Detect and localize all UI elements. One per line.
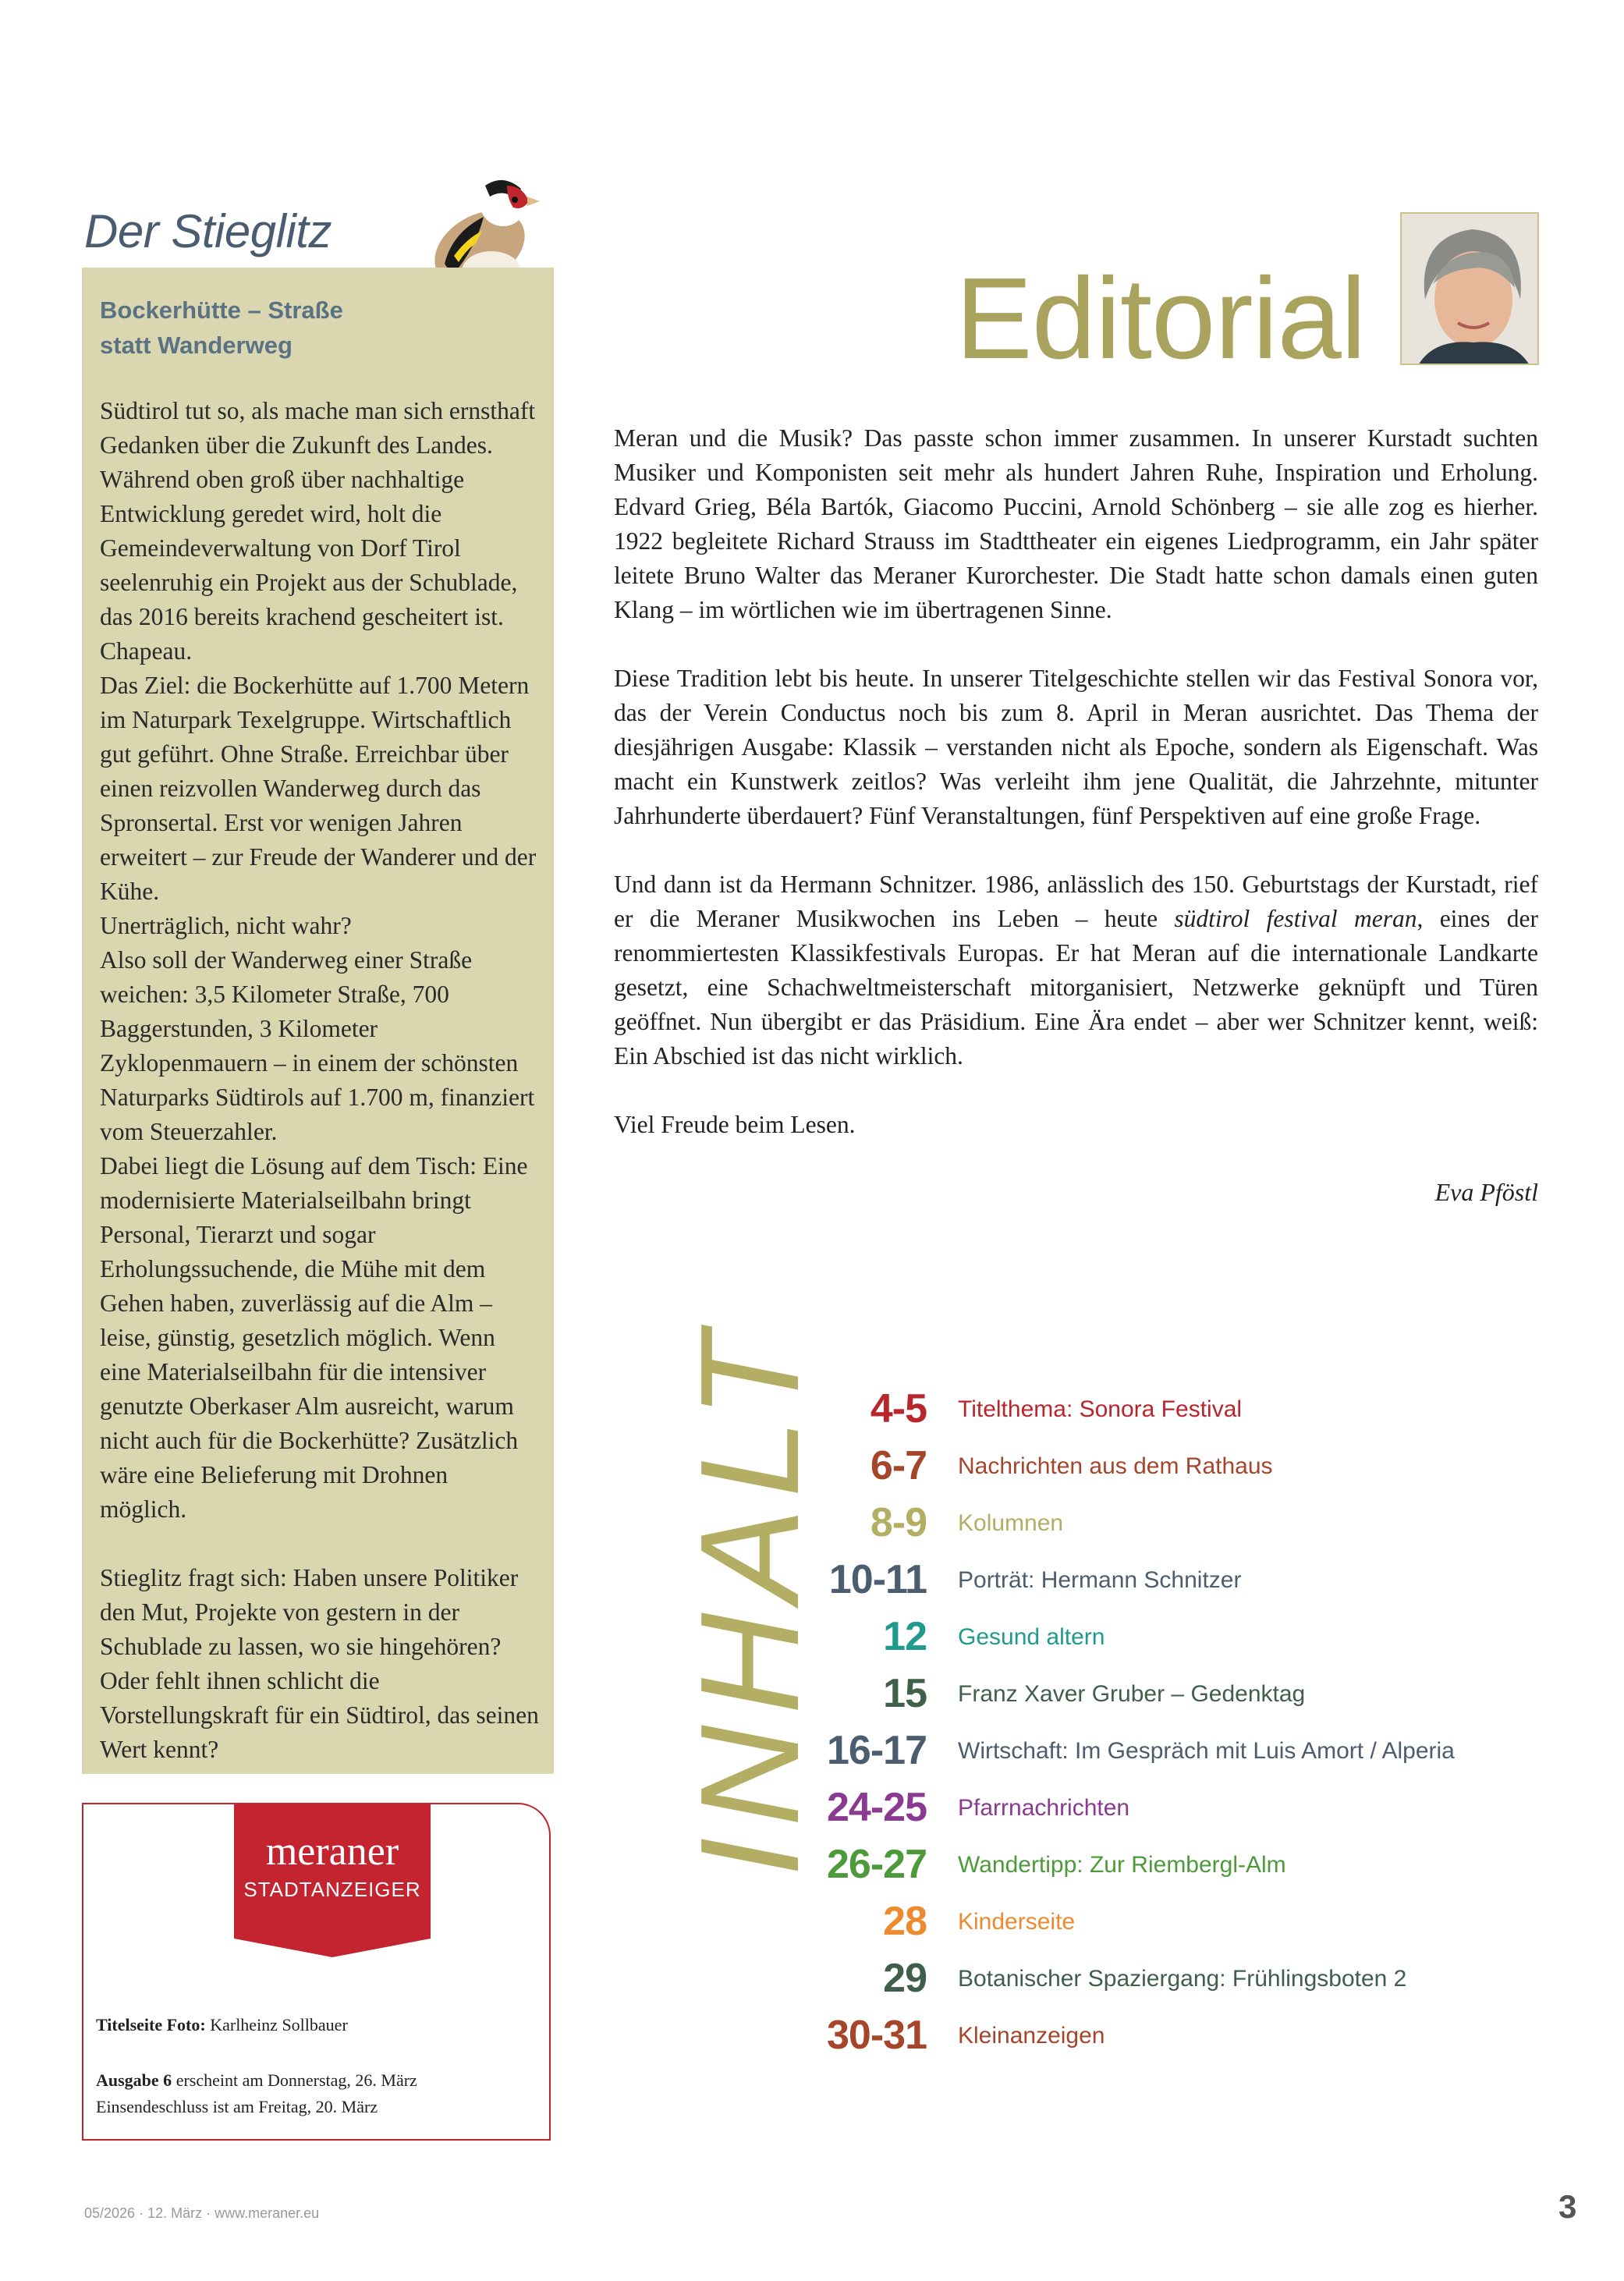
editorial-text: Und dann ist da Hermann Schnitzer. 1986, anlässlich des 150. Geburtstags der Kurstadt, rief er die Meraner Musikwochen ins Leben – heute <box>614 871 1538 932</box>
toc-page-number: 24-25 <box>827 1785 927 1830</box>
logo-wordmark: meraner <box>265 1829 399 1874</box>
toc-row[interactable] <box>764 1552 1544 1609</box>
sidebar-paragraph: Das Ziel: die Bockerhütte auf 1.700 Metern im Naturpark Texelgruppe. Wirtschaftlich gut geführt. Ohne Straße. Erreichbar über einen reizvollen Wanderweg durch das Spronsertal. Erst vor wenigen Jahren erweitert – zur Freude der Wanderer und der Kühe. <box>100 672 537 905</box>
sidebar-paragraph: Also soll der Wanderweg einer Straße weichen: 3,5 Kilometer Straße, 700 Baggerstunden, 3 Kilometer Zyklopenmauern – in einem der schönsten Naturparks Südtirols auf 1.700 m, finanziert vom Steuerzahler. <box>100 946 535 1145</box>
toc-page-number: 15 <box>883 1671 927 1716</box>
toc-row[interactable] <box>764 1381 1544 1438</box>
page-number: 3 <box>1558 2188 1577 2225</box>
issue-line <box>96 2067 533 2094</box>
editorial-paragraph: Meran und die Musik? Das passte schon immer zusammen. In unserer Kurstadt suchten Musiker und Komponisten seit mehr als hundert Jahren Ruhe, Inspiration und Erholung. Edvard Grieg, Béla Bartók, Giacomo Puccini, Arnold Schönberg – sie alle zog es hierher. 1922 begleitete Richard Strauss im Stadttheater ein eigenes Liedprogramm, ein Jahr später leitete Bruno Walter das Meraner Kurorchester. Die Stadt hatte schon damals einen guten Klang – im wörtlichen wie im übertragenen Sinne. <box>614 424 1538 623</box>
inhalt-label: INHALT <box>672 1321 828 1877</box>
toc-title: Franz Xaver Gruber – Gedenktag <box>958 1681 1306 1707</box>
toc-page-number: 28 <box>883 1899 927 1944</box>
toc-row[interactable] <box>764 1950 1544 2007</box>
issue-info <box>96 2067 533 2120</box>
cover-credit-label: Titelseite Foto: <box>96 2015 206 2034</box>
footer-info: 05/2026 · 12. März · www.meraner.eu <box>84 2205 320 2221</box>
toc-title: Kolumnen <box>958 1510 1064 1536</box>
festival-name: südtirol festival meran <box>1174 905 1417 932</box>
toc-row[interactable] <box>764 1893 1544 1950</box>
editorial-body <box>614 421 1538 1176</box>
table-of-contents <box>764 1381 1544 2064</box>
issue-text: erscheint am Donnerstag, 26. März <box>176 2070 417 2090</box>
toc-page-number: 12 <box>883 1614 927 1659</box>
editorial-text: , eines der renommiertesten Klassikfestivals Europas. Er hat Meran auf die internationale Landkarte gesetzt, eine Schachweltmeisterschaft mitorganisiert, Netzwerke geknüpft und Türen geöffnet. Nun übergibt er das Präsidium. Eine Ära endet – aber wer Schnitzer kennt, weiß: Ein Abschied ist das nicht wirklich. <box>614 905 1539 1070</box>
issue-label: Ausgabe 6 <box>96 2070 172 2090</box>
portrait-image <box>1402 214 1539 365</box>
toc-title: Kleinanzeigen <box>958 2023 1105 2049</box>
toc-title: Nachrichten aus dem Rathaus <box>958 1453 1273 1479</box>
editorial-paragraph <box>614 867 1538 1073</box>
sidebar-title: Der Stieglitz <box>84 205 332 257</box>
editorial-author: Eva Pföstl <box>1434 1178 1538 1206</box>
toc-page-number: 8-9 <box>870 1500 927 1545</box>
toc-row[interactable] <box>764 1666 1544 1722</box>
toc-row[interactable] <box>764 1609 1544 1666</box>
sidebar-paragraph: Unerträglich, nicht wahr? <box>100 912 352 939</box>
sidebar-paragraph: Dabei liegt die Lösung auf dem Tisch: Eine modernisierte Materialseilbahn bringt Personal, Tierarzt und sogar Erholungssuchende, die Mühe mit dem Gehen haben, zuverlässig auf die Alm – leise, günstig, gesetzlich möglich. Wenn eine Materialseilbahn für die intensiver genutzte Oberkaser Alm ausreicht, warum nicht auch für die Bockerhütte? Zusätzlich wäre eine Belieferung mit Drohnen möglich. <box>100 1152 528 1523</box>
logo-subtitle: STADTANZEIGER <box>243 1878 421 1901</box>
toc-title: Pfarrnachrichten <box>958 1795 1130 1821</box>
editorial-heading: Editorial <box>956 254 1366 383</box>
editorial-closing: Viel Freude beim Lesen. <box>614 1111 856 1138</box>
toc-row[interactable] <box>764 2007 1544 2064</box>
toc-page-number: 16-17 <box>827 1728 927 1773</box>
toc-page-number: 4-5 <box>870 1386 927 1431</box>
deadline-line: Einsendeschluss ist am Freitag, 20. März <box>96 2097 378 2116</box>
sidebar-headline: Bockerhütte – Straße statt Wanderweg <box>100 296 343 359</box>
toc-title: Gesund altern <box>958 1624 1105 1650</box>
toc-page-number: 6-7 <box>870 1443 927 1488</box>
toc-row[interactable] <box>764 1779 1544 1836</box>
toc-title: Botanischer Spaziergang: Frühlingsboten 2 <box>958 1966 1407 1992</box>
toc-page-number: 10-11 <box>828 1557 927 1602</box>
author-portrait <box>1400 212 1539 365</box>
sidebar-body <box>100 394 541 1767</box>
toc-title: Titelthema: Sonora Festival <box>958 1396 1243 1422</box>
editorial-paragraph: Diese Tradition lebt bis heute. In unserer Titelgeschichte stellen wir das Festival Sonora vor, das der Verein Conductus noch bis zum 8. April in Meran ausrichtet. Das Thema der diesjährigen Ausgabe: Klassik – verstanden nicht als Epoche, sondern als Eigenschaft. Was macht ein Kunstwerk zeitlos? Was verleiht ihm jene Qualität, die Jahrzehnte, mitunter Jahrhunderte überdauert? Fünf Veranstaltungen, fünf Perspektiven auf eine große Frage. <box>614 665 1538 829</box>
toc-page-number: 26-27 <box>827 1842 927 1887</box>
sidebar-paragraph: Südtirol tut so, als mache man sich ernsthaft Gedanken über die Zukunft des Landes. Während oben groß über nachhaltige Entwicklung geredet wird, holt die Gemeindeverwaltung von Dorf Tirol seelenruhig ein Projekt aus der Schublade, das 2016 bereits krachend gescheitert ist. Chapeau. <box>100 397 536 665</box>
toc-row[interactable] <box>764 1495 1544 1552</box>
cover-photo-credit <box>96 2015 348 2035</box>
toc-title: Porträt: Hermann Schnitzer <box>958 1567 1242 1593</box>
toc-page-number: 29 <box>883 1956 927 2001</box>
toc-row[interactable] <box>764 1836 1544 1893</box>
toc-title: Wandertipp: Zur Riembergl-Alm <box>958 1852 1286 1878</box>
toc-page-number: 30-31 <box>827 2013 927 2058</box>
toc-row[interactable] <box>764 1722 1544 1779</box>
toc-title: Kinderseite <box>958 1909 1076 1935</box>
cover-credit-value: Karlheinz Sollbauer <box>210 2015 348 2034</box>
toc-title: Wirtschaft: Im Gespräch mit Luis Amort / Alperia <box>958 1738 1455 1764</box>
sidebar-paragraph: Stieglitz fragt sich: Haben unsere Politiker den Mut, Projekte von gestern in der Schublade zu lassen, wo sie hingehören? Oder fehlt ihnen schlicht die Vorstellungskraft für ein Südtirol, das seinen Wert kennt? <box>100 1564 539 1763</box>
toc-row[interactable] <box>764 1438 1544 1495</box>
